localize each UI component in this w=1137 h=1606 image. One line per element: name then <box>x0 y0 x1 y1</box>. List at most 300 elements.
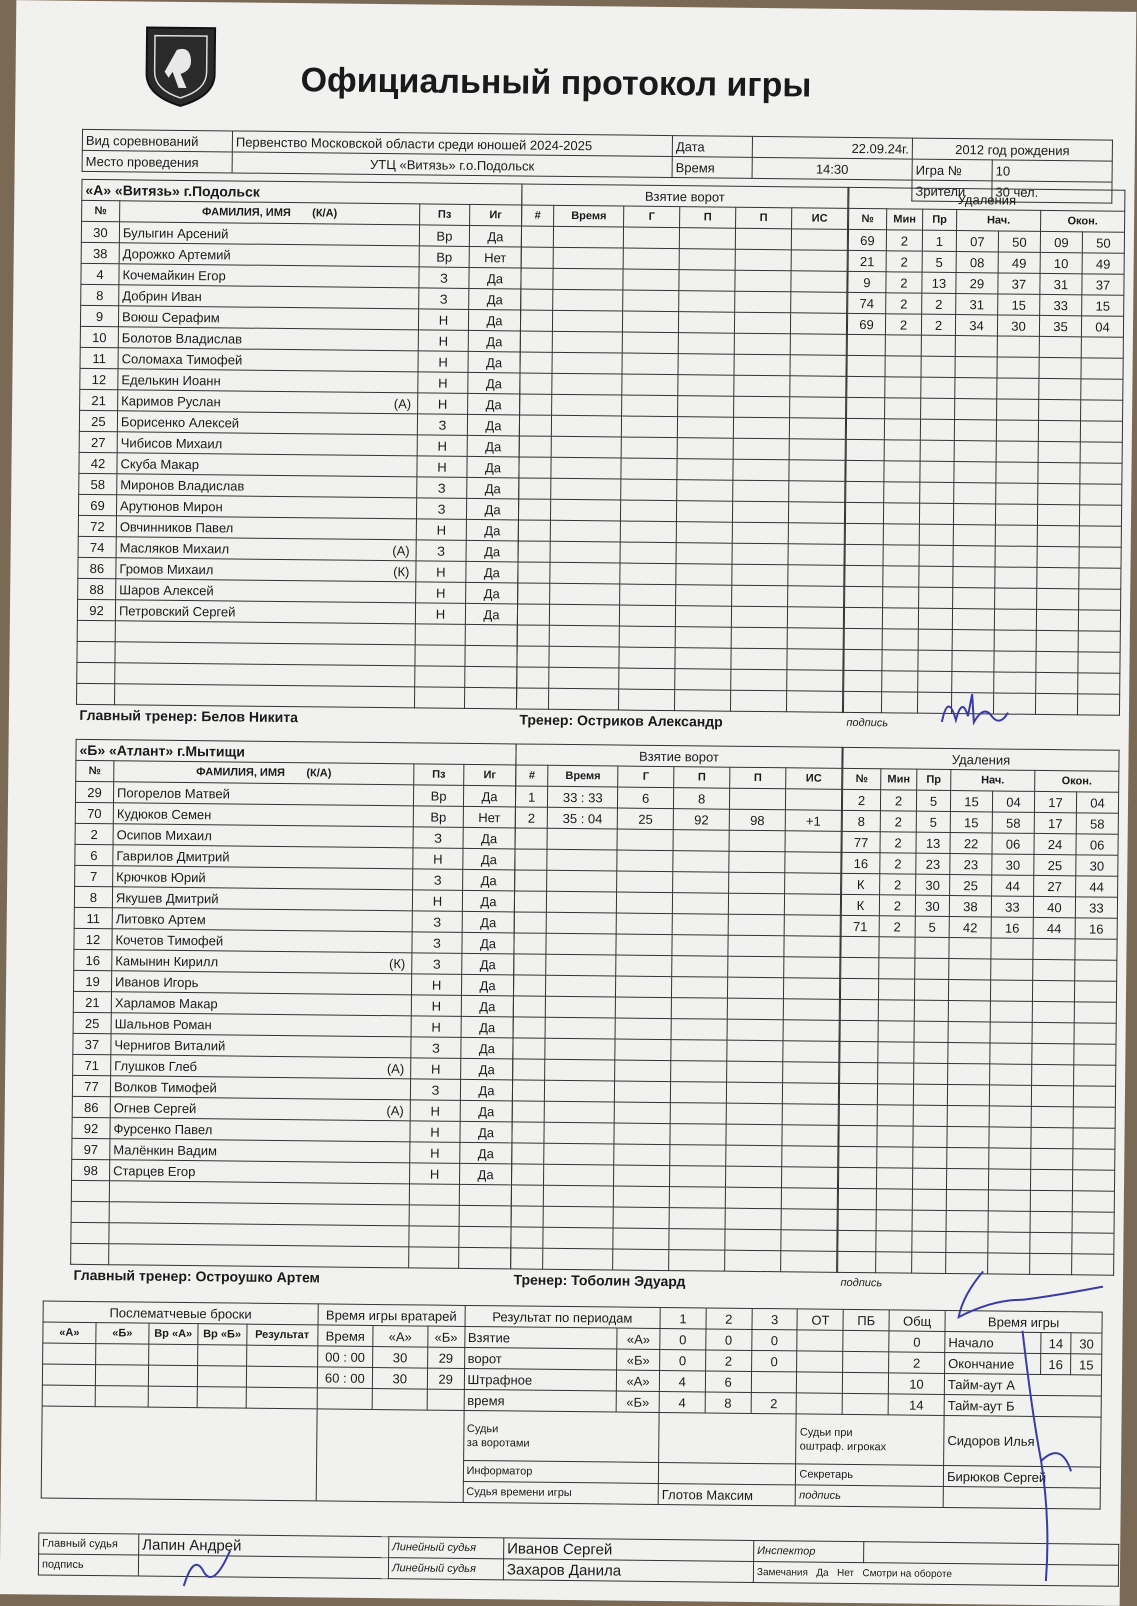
player-played: Да <box>463 848 515 870</box>
player-name: Борисенко Алексей <box>117 411 417 435</box>
player-number: 70 <box>75 802 113 823</box>
team_a-head-coach: Главный тренер: Белов Никита <box>79 706 299 726</box>
penalty-no: 8 <box>842 810 880 831</box>
gk-time-row-1: 00 : 00 <box>317 1346 372 1368</box>
table-row <box>842 810 1118 834</box>
penalty-no: 2 <box>842 789 880 810</box>
player-name: Петровский Сергей <box>115 600 415 624</box>
venue-value: УТЦ «Витязь» г.о.Подольск <box>232 152 672 178</box>
roster-no-header: № <box>76 760 114 781</box>
player-name: Еделькин Иоанн <box>118 369 418 393</box>
linesman-1-value: Иванов Сергей <box>504 1538 754 1562</box>
summary-table <box>41 1301 1103 1510</box>
goals-a-p1: 0 <box>660 1328 706 1349</box>
player-played: Да <box>462 890 514 912</box>
start-minute: 30 <box>1071 1333 1102 1354</box>
period-1-header: 1 <box>660 1307 706 1328</box>
penalty-pr: 5 <box>916 790 950 811</box>
player-position: З <box>412 953 462 975</box>
end-hour: 16 <box>1040 1353 1071 1374</box>
goal-assist-1: 8 <box>674 788 730 810</box>
table-row <box>839 1104 1115 1128</box>
player-name: Каримов Руслан (А) <box>118 390 418 414</box>
pim-a-p3 <box>751 1371 797 1392</box>
player-played: Да <box>466 582 518 604</box>
table-row <box>846 439 1122 463</box>
penalty-s-s: 30 <box>997 315 1039 336</box>
penalty-start-header: Нач. <box>951 770 1035 792</box>
goals-a-ot <box>797 1330 843 1351</box>
penalty-pr: 30 <box>915 895 949 916</box>
table-row <box>846 460 1122 484</box>
goals-n-header: # <box>522 205 554 226</box>
penalty-s-s: 50 <box>998 231 1040 252</box>
penalty-e-m: 33 <box>1040 294 1082 315</box>
penalty-pr: 5 <box>916 811 950 832</box>
team_b-penalties <box>837 747 1120 1296</box>
player-number: 30 <box>81 221 119 242</box>
penalty-s-s: 58 <box>992 812 1034 833</box>
penalty-min: 2 <box>880 874 916 895</box>
player-number: 86 <box>78 557 116 578</box>
goals-a-p2: 0 <box>706 1329 752 1350</box>
player-number: 38 <box>81 242 119 263</box>
player-played: Да <box>466 519 518 541</box>
player-number: 12 <box>74 928 112 949</box>
period-3-header: 3 <box>752 1308 798 1329</box>
goals-time-header: Время <box>548 765 618 787</box>
periods-title: Результат по периодам <box>465 1305 661 1328</box>
penalty-e-s: 37 <box>1082 274 1124 295</box>
player-played: Нет <box>469 246 521 268</box>
table-row <box>838 1230 1114 1254</box>
goals-b-pb <box>843 1351 889 1372</box>
player-played: Да <box>461 1037 513 1059</box>
player-number: 25 <box>79 410 117 431</box>
page-title: Официальный протокол игры <box>300 61 812 105</box>
pim-b-p3: 2 <box>751 1392 797 1413</box>
penalty-min: 2 <box>880 811 916 832</box>
team_a-roster <box>76 179 523 730</box>
pim-b-ot <box>797 1393 843 1414</box>
goals-team-a: «А» <box>617 1328 660 1349</box>
penalty-end-header: Окон. <box>1035 770 1119 792</box>
player-name: Иванов Игорь <box>111 971 411 995</box>
roster-played-header: Иг <box>464 764 516 786</box>
goals-b-ot <box>797 1351 843 1372</box>
player-position: З <box>419 267 469 289</box>
goals-a-total: 0 <box>889 1331 945 1353</box>
penalty-s-m: 25 <box>950 875 992 896</box>
player-name: Кочетов Тимофей <box>112 929 412 953</box>
penalty-s-m: 15 <box>950 812 992 833</box>
table-row <box>840 978 1116 1002</box>
player-number: 4 <box>81 263 119 284</box>
game-no-value: 10 <box>992 160 1112 182</box>
penalty-min-header: Мин <box>887 209 923 230</box>
player-number: 7 <box>75 865 113 886</box>
table-row <box>842 831 1118 855</box>
player-number: 6 <box>75 844 113 865</box>
goals-p1-header: П <box>680 207 736 229</box>
player-position: Н <box>410 1142 460 1164</box>
penalty-no: 9 <box>848 271 886 292</box>
roster-name-header: ФАМИЛИЯ, ИМЯ (К/А) <box>114 761 414 785</box>
penalty-e-m: 10 <box>1040 252 1082 273</box>
player-position: З <box>410 1079 460 1101</box>
player-number: 98 <box>72 1159 110 1180</box>
player-played: Да <box>468 372 520 394</box>
player-played: Да <box>461 995 513 1017</box>
table-row <box>847 397 1123 421</box>
player-position: Н <box>411 974 461 996</box>
penalty-s-m: 22 <box>950 833 992 854</box>
goal-situation <box>785 789 841 811</box>
goals-b-p1: 0 <box>660 1349 706 1370</box>
player-name: Харламов Макар <box>111 992 411 1016</box>
player-name: Воюш Серафим <box>118 306 418 330</box>
player-number: 21 <box>73 991 111 1012</box>
roster-played-header: Иг <box>470 204 522 226</box>
start-label: Начало <box>945 1331 1041 1353</box>
informer-label: Информатор <box>463 1460 659 1483</box>
player-position: Н <box>411 1016 461 1038</box>
player-name: Чибисов Михаил <box>117 432 417 456</box>
player-played: Да <box>465 603 517 625</box>
table-row <box>841 936 1117 960</box>
team_a-title: «А» «Витязь» г.Подольск <box>82 179 522 205</box>
penalty-e-m: 31 <box>1040 273 1082 294</box>
team_b-head-coach: Главный тренер: Остроушко Артем <box>73 1266 321 1286</box>
goals-b-p3: 0 <box>751 1350 797 1371</box>
penalty-min: 2 <box>880 832 916 853</box>
player-role: (К) <box>393 563 410 579</box>
penalty-s-s: 33 <box>991 896 1033 917</box>
table-row <box>840 1020 1116 1044</box>
penalty-pr: 30 <box>916 874 950 895</box>
end-minute: 15 <box>1071 1354 1102 1375</box>
goal-judges-label: Судьи за воротами <box>463 1410 659 1462</box>
player-played: Да <box>463 827 515 849</box>
pim-a-ot <box>797 1372 843 1393</box>
player-played: Да <box>467 456 519 478</box>
penalty-no-header: № <box>849 208 887 229</box>
player-number: 12 <box>80 368 118 389</box>
gk-a-label: «А» <box>373 1325 428 1347</box>
player-role: (А) <box>386 1102 404 1118</box>
goals-a-pb <box>843 1330 889 1351</box>
timeout-a: Тайм-аут А <box>944 1373 1101 1396</box>
player-played: Да <box>463 785 515 807</box>
goal-number: 1 <box>515 786 547 807</box>
goals-time-header: Время <box>554 205 624 227</box>
team-a-signature-icon <box>934 686 1015 737</box>
penalty-no: К <box>842 873 880 894</box>
period-2-header: 2 <box>706 1308 752 1329</box>
table-row <box>847 376 1123 400</box>
player-number: 11 <box>80 347 118 368</box>
player-played: Да <box>466 561 518 583</box>
roster-pos-header: Пз <box>420 204 470 226</box>
penalty-pr-header: Пр <box>923 209 957 230</box>
roster-name-header: ФАМИЛИЯ, ИМЯ (К/А) <box>120 201 420 225</box>
penalty-pr: 5 <box>915 916 949 937</box>
player-name: Глушков Глеб (А) <box>111 1055 411 1079</box>
penalty-e-m: 40 <box>1033 896 1075 917</box>
player-name: Кочемайкин Егор <box>119 264 419 288</box>
remarks-row: Замечания Да Нет Смотри на обороте <box>753 1561 1118 1586</box>
penalty-e-m: 44 <box>1033 917 1075 938</box>
table-row <box>840 1062 1116 1086</box>
player-position: Н <box>413 848 463 870</box>
player-position: З <box>419 288 469 310</box>
table-row <box>848 271 1124 295</box>
player-number: 69 <box>78 494 116 515</box>
player-name: Чернигов Виталий <box>111 1034 411 1058</box>
penalty-min: 2 <box>886 230 922 251</box>
penalty-pr: 2 <box>921 314 955 335</box>
player-played: Да <box>469 267 521 289</box>
penalty-judges-value: Сидоров Илья <box>944 1415 1101 1467</box>
player-number: 37 <box>73 1033 111 1054</box>
goals-title: Взятие ворот <box>516 744 842 768</box>
player-name: Гаврилов Дмитрий <box>113 845 413 869</box>
period-total-header: Общ <box>889 1310 945 1332</box>
date-value: 22.09.24г. <box>752 136 912 159</box>
gk-time-title: Время игры вратарей <box>318 1304 465 1327</box>
player-played: Да <box>461 1058 513 1080</box>
table-row <box>845 586 1121 610</box>
penalty-no-header: № <box>843 768 881 789</box>
player-position: З <box>411 1037 461 1059</box>
player-name: Булыгин Арсений <box>119 222 419 246</box>
penalties-title: Удаления <box>849 187 1125 211</box>
penalty-s-m: 31 <box>956 294 998 315</box>
player-played: Да <box>469 288 521 310</box>
penalties-title: Удаления <box>843 747 1119 771</box>
team_b-goals <box>510 743 843 1292</box>
competition-label: Вид соревнований <box>82 129 232 152</box>
player-number: 16 <box>74 949 112 970</box>
player-name: Арутюнов Мирон <box>116 495 416 519</box>
penalty-no: 71 <box>841 915 879 936</box>
table-row <box>841 915 1117 939</box>
player-number: 77 <box>72 1075 110 1096</box>
goals-label-2: ворот <box>464 1347 617 1370</box>
goals-p2-header: П <box>736 207 792 229</box>
player-role: (А) <box>393 395 412 411</box>
penalty-s-s: 30 <box>992 854 1034 875</box>
player-position: Н <box>410 1163 460 1185</box>
pim-label-2: время <box>464 1389 617 1412</box>
player-name: Масляков Михаил (А) <box>116 537 416 561</box>
penalty-pr: 13 <box>922 272 956 293</box>
player-name: Овчинников Павел <box>116 516 416 540</box>
player-position: Н <box>415 603 465 625</box>
penalty-e-s: 49 <box>1082 253 1124 274</box>
table-row <box>847 334 1123 358</box>
player-number: 21 <box>80 389 118 410</box>
player-number: 29 <box>75 781 113 802</box>
player-position: З <box>413 869 463 891</box>
roster-pos-header: Пз <box>414 764 464 786</box>
player-played: Да <box>466 540 518 562</box>
team_b-roster <box>70 739 517 1290</box>
spectators-value: 30 чел. <box>992 181 1112 203</box>
spectators-label: Зрители <box>912 180 992 202</box>
goals-team-b: «Б» <box>617 1349 660 1370</box>
player-position: Н <box>418 351 468 373</box>
goal-time: 33 : 33 <box>548 786 618 808</box>
goals-label: Взятие <box>464 1326 617 1349</box>
time-value: 14:30 <box>752 157 912 180</box>
end-label: Окончание <box>945 1352 1041 1374</box>
timekeeper-value: Глотов Максим <box>658 1483 796 1505</box>
shootout-col-a: «А» <box>43 1322 96 1344</box>
player-number: 86 <box>72 1096 110 1117</box>
player-position: Н <box>411 1058 461 1080</box>
player-played: Да <box>467 414 519 436</box>
time-label: Время <box>672 157 752 179</box>
penalty-s-m: 07 <box>956 231 998 252</box>
penalty-min: 2 <box>885 314 921 335</box>
player-name: Дорожко Артемий <box>119 243 419 267</box>
table-row <box>840 999 1116 1023</box>
linesman-2-value: Захаров Данила <box>503 1559 753 1583</box>
player-number: 58 <box>79 473 117 494</box>
goals-p2-header: П <box>730 767 786 789</box>
player-position: Н <box>416 561 466 583</box>
table-row <box>848 229 1124 253</box>
table-row <box>842 873 1118 897</box>
gk-b-row-1: 29 <box>427 1347 464 1368</box>
player-name: Огнев Сергей (А) <box>110 1097 410 1121</box>
start-hour: 14 <box>1041 1332 1072 1353</box>
goal-assist-2 <box>730 788 786 810</box>
team_a-coach: Тренер: Остриков Александр <box>519 711 723 730</box>
penalty-min: 2 <box>886 251 922 272</box>
penalty-e-m: 09 <box>1040 231 1082 252</box>
table-row <box>844 649 1120 673</box>
head-ref-sign-label: подпись <box>38 1554 138 1576</box>
shootout-title: Послематчевые броски <box>43 1301 318 1325</box>
player-number: 92 <box>77 599 115 620</box>
goals-p1-header: П <box>674 767 730 789</box>
officials-sign-label: подпись <box>796 1485 944 1508</box>
player-number: 8 <box>81 284 119 305</box>
player-name: Погорелов Матвей <box>113 782 413 806</box>
player-played: Да <box>467 435 519 457</box>
gk-time-row-2: 60 : 00 <box>317 1367 372 1389</box>
penalty-pr-header: Пр <box>917 769 951 790</box>
table-row <box>846 481 1122 505</box>
penalty-s-s: 06 <box>992 833 1034 854</box>
player-position: З <box>416 540 466 562</box>
pim-b-p1: 4 <box>659 1391 705 1412</box>
pim-a-total: 10 <box>888 1373 944 1395</box>
player-position: Вр <box>419 225 469 247</box>
penalty-min: 2 <box>879 895 915 916</box>
table-row <box>847 355 1123 379</box>
player-name: Болотов Владислав <box>118 327 418 351</box>
pim-b-pb <box>842 1393 888 1414</box>
player-name: Шальнов Роман <box>111 1013 411 1037</box>
penalty-e-s: 06 <box>1076 834 1118 855</box>
goals-b-p2: 2 <box>705 1350 751 1371</box>
gk-a-row-1: 30 <box>372 1346 427 1368</box>
linesman-2-label: Линейный судья <box>388 1558 503 1580</box>
penalty-e-m: 17 <box>1034 791 1076 812</box>
player-number: 9 <box>80 305 118 326</box>
pim-team-b: «Б» <box>616 1391 659 1412</box>
player-played: Да <box>468 309 520 331</box>
penalty-e-s: 04 <box>1076 792 1118 813</box>
player-played: Да <box>462 911 514 933</box>
player-position: Н <box>418 393 468 415</box>
player-played: Да <box>461 1016 513 1038</box>
player-position: Н <box>418 372 468 394</box>
penalty-s-s: 49 <box>998 252 1040 273</box>
penalty-s-m: 38 <box>949 896 991 917</box>
shootout-result: Результат <box>246 1324 318 1346</box>
penalty-e-s: 04 <box>1081 316 1123 337</box>
timekeeper-label: Судья времени игры <box>463 1481 659 1504</box>
gk-time-label: Время <box>318 1325 373 1347</box>
table-row <box>838 1167 1114 1191</box>
table-row <box>845 565 1121 589</box>
table-row <box>841 957 1117 981</box>
goal-assist-1: 92 <box>673 809 729 831</box>
team-b-signature-icon <box>953 1265 1114 1327</box>
pim-a-p1: 4 <box>659 1370 705 1391</box>
club-shield-logo-icon <box>140 21 221 108</box>
player-name: Миронов Владислав <box>117 474 417 498</box>
player-position: Н <box>418 330 468 352</box>
player-position: З <box>413 827 463 849</box>
penalty-min: 2 <box>880 790 916 811</box>
player-number: 19 <box>74 970 112 991</box>
player-played: Да <box>469 225 521 247</box>
team_a-penalties <box>843 187 1126 736</box>
player-position: З <box>417 414 467 436</box>
penalty-no: 16 <box>842 852 880 873</box>
player-name: Соломаха Тимофей <box>118 348 418 372</box>
secretary-label: Секретарь <box>796 1464 944 1487</box>
head-ref-value: Лапин Андрей <box>139 1534 389 1558</box>
player-number: 71 <box>73 1054 111 1075</box>
timeout-b: Тайм-аут Б <box>944 1394 1101 1417</box>
penalty-no: 21 <box>848 250 886 271</box>
pim-b-total: 14 <box>888 1394 944 1416</box>
player-position: Н <box>416 519 466 541</box>
player-played: Да <box>468 330 520 352</box>
penalty-no: К <box>841 894 879 915</box>
player-name: Старцев Егор <box>110 1160 410 1184</box>
team_a-goals <box>516 183 849 732</box>
penalty-e-s: 16 <box>1075 918 1117 939</box>
goal-scorer: 25 <box>617 808 673 830</box>
penalty-s-s: 37 <box>998 273 1040 294</box>
player-position: Н <box>410 1100 460 1122</box>
pim-a-pb <box>843 1372 889 1393</box>
pim-label: Штрафное <box>464 1368 617 1391</box>
table-row <box>840 1041 1116 1065</box>
penalty-pr: 5 <box>922 251 956 272</box>
period-pb-header: ПБ <box>843 1309 889 1330</box>
player-position: Н <box>412 890 462 912</box>
penalty-min-header: Мин <box>881 769 917 790</box>
player-played: Да <box>460 1121 512 1143</box>
